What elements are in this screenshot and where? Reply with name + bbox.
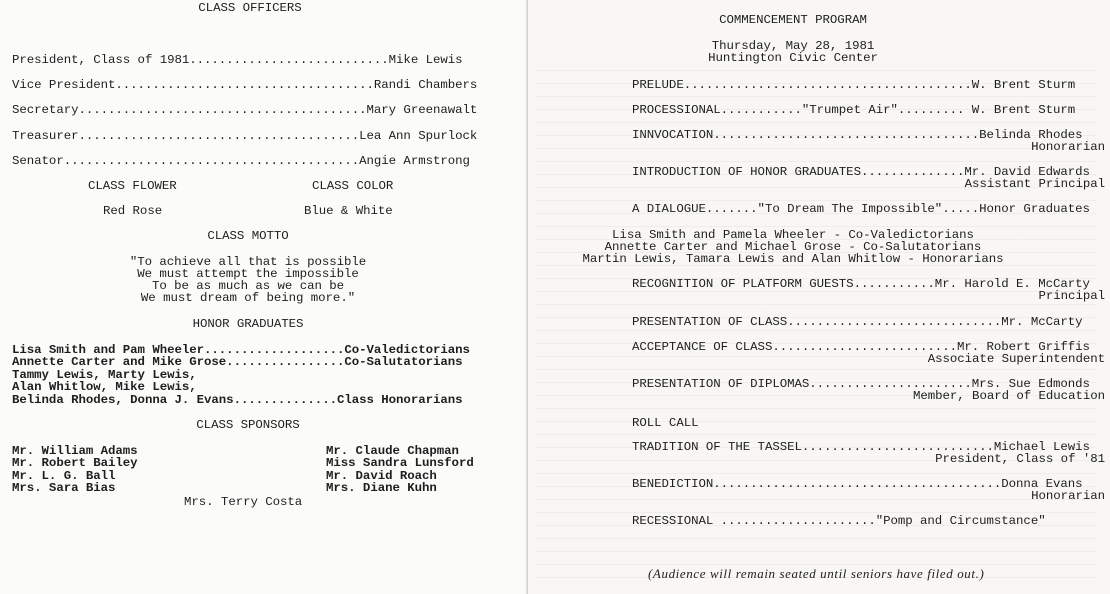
class-motto-heading: CLASS MOTTO <box>207 229 289 243</box>
program-item-benediction: BENEDICTION.......................................Donna Evans <box>632 477 1083 491</box>
sponsor-left-2: Mr. Robert Bailey <box>12 456 138 470</box>
program-item-dialogue: A DIALOGUE......."To Dream The Impossible".....Honor Graduates <box>632 202 1090 216</box>
motto-line-4: We must dream of being more." <box>140 291 356 305</box>
program-title: COMMENCEMENT PROGRAM <box>719 13 867 27</box>
class-color: Blue & White <box>304 204 393 218</box>
dialogue-participants-1: Lisa Smith and Pamela Wheeler - Co-Valedictorians <box>612 228 974 242</box>
program-item-platform-guests-role: Principal <box>1038 289 1105 303</box>
honor-line-4: Alan Whitlow, Mike Lewis, <box>12 380 197 394</box>
honor-line-2: Annette Carter and Mike Grose................Co-Salutatorians <box>12 355 463 369</box>
class-officers-heading: CLASS OFFICERS <box>198 1 302 15</box>
class-color-heading: CLASS COLOR <box>312 179 394 193</box>
honor-line-3: Tammy Lewis, Marty Lewis, <box>12 368 197 382</box>
motto-line-2: We must attempt the impossible <box>137 267 359 281</box>
program-item-presentation-of-class: PRESENTATION OF CLASS.............................Mr. McCarty <box>632 315 1083 329</box>
audience-note: (Audience will remain seated until seniors have filed out.) <box>648 566 985 581</box>
sponsor-left-3: Mr. L. G. Ball <box>12 469 116 483</box>
program-item-recessional: RECESSIONAL ....................."Pomp and Circumstance" <box>632 514 1046 528</box>
officer-treasurer: Treasurer......................................Lea Ann Spurlock <box>12 129 478 143</box>
left-page <box>0 0 528 594</box>
program-item-acceptance-of-class: ACCEPTANCE OF CLASS.........................Mr. Robert Griffis <box>632 340 1090 354</box>
program-item-honor-intro-role: Assistant Principal <box>964 177 1105 191</box>
program-item-tassel-role: President, Class of '81 <box>935 452 1105 466</box>
program-item-invocation-role: Honorarian <box>1031 140 1105 154</box>
officer-vice-president: Vice President...................................Randi Chambers <box>12 78 478 92</box>
sponsor-last: Mrs. Terry Costa <box>184 495 303 509</box>
sponsor-left-4: Mrs. Sara Bias <box>12 481 116 495</box>
sponsor-right-2: Miss Sandra Lunsford <box>326 456 474 470</box>
program-item-platform-guests: RECOGNITION OF PLATFORM GUESTS...........Mr. Harold E. McCarty <box>632 277 1090 291</box>
program-item-invocation: INNVOCATION....................................Belinda Rhodes <box>632 128 1083 142</box>
program-item-tassel: TRADITION OF THE TASSEL..........................Michael Lewis <box>632 440 1090 454</box>
motto-line-3: To be as much as we can be <box>151 279 345 293</box>
program-item-processional: PROCESSIONAL..........."Trumpet Air"......... W. Brent Sturm <box>632 103 1076 117</box>
program-item-roll-call: ROLL CALL <box>632 416 699 430</box>
dialogue-participants-3: Martin Lewis, Tamara Lewis and Alan Whitlow - Honorarians <box>582 252 1004 266</box>
sponsor-right-1: Mr. Claude Chapman <box>326 444 459 458</box>
program-date: Thursday, May 28, 1981 <box>711 39 875 53</box>
sponsor-right-4: Mrs. Diane Kuhn <box>326 481 437 495</box>
sponsor-right-3: Mr. David Roach <box>326 469 437 483</box>
program-item-honor-intro: INTRODUCTION OF HONOR GRADUATES..............Mr. David Edwards <box>632 165 1090 179</box>
program-item-diplomas: PRESENTATION OF DIPLOMAS......................Mrs. Sue Edmonds <box>632 377 1090 391</box>
motto-line-1: "To achieve all that is possible <box>129 255 367 269</box>
class-sponsors-heading: CLASS SPONSORS <box>196 418 300 432</box>
program-item-acceptance-role: Associate Superintendent <box>927 352 1105 366</box>
officer-secretary: Secretary.......................................Mary Greenawalt <box>12 103 478 117</box>
program-venue: Huntington Civic Center <box>708 51 878 65</box>
sponsor-left-1: Mr. William Adams <box>12 444 138 458</box>
officer-senator: Senator........................................Angie Armstrong <box>12 154 470 168</box>
class-flower: Red Rose <box>103 204 163 218</box>
program-item-prelude: PRELUDE.......................................W. Brent Sturm <box>632 78 1076 92</box>
honor-line-5: Belinda Rhodes, Donna J. Evans..............Class Honorarians <box>12 393 463 407</box>
honor-graduates-heading: HONOR GRADUATES <box>192 317 304 331</box>
program-item-diplomas-role: Member, Board of Education <box>912 389 1105 403</box>
officer-president: President, Class of 1981...........................Mike Lewis <box>12 53 463 67</box>
dialogue-participants-2: Annette Carter and Michael Grose - Co-Salutatorians <box>604 240 982 254</box>
program-item-benediction-role: Honorarian <box>1031 489 1105 503</box>
right-page <box>528 0 1110 594</box>
class-flower-heading: CLASS FLOWER <box>88 179 177 193</box>
honor-line-1: Lisa Smith and Pam Wheeler...................Co-Valedictorians <box>12 343 470 357</box>
